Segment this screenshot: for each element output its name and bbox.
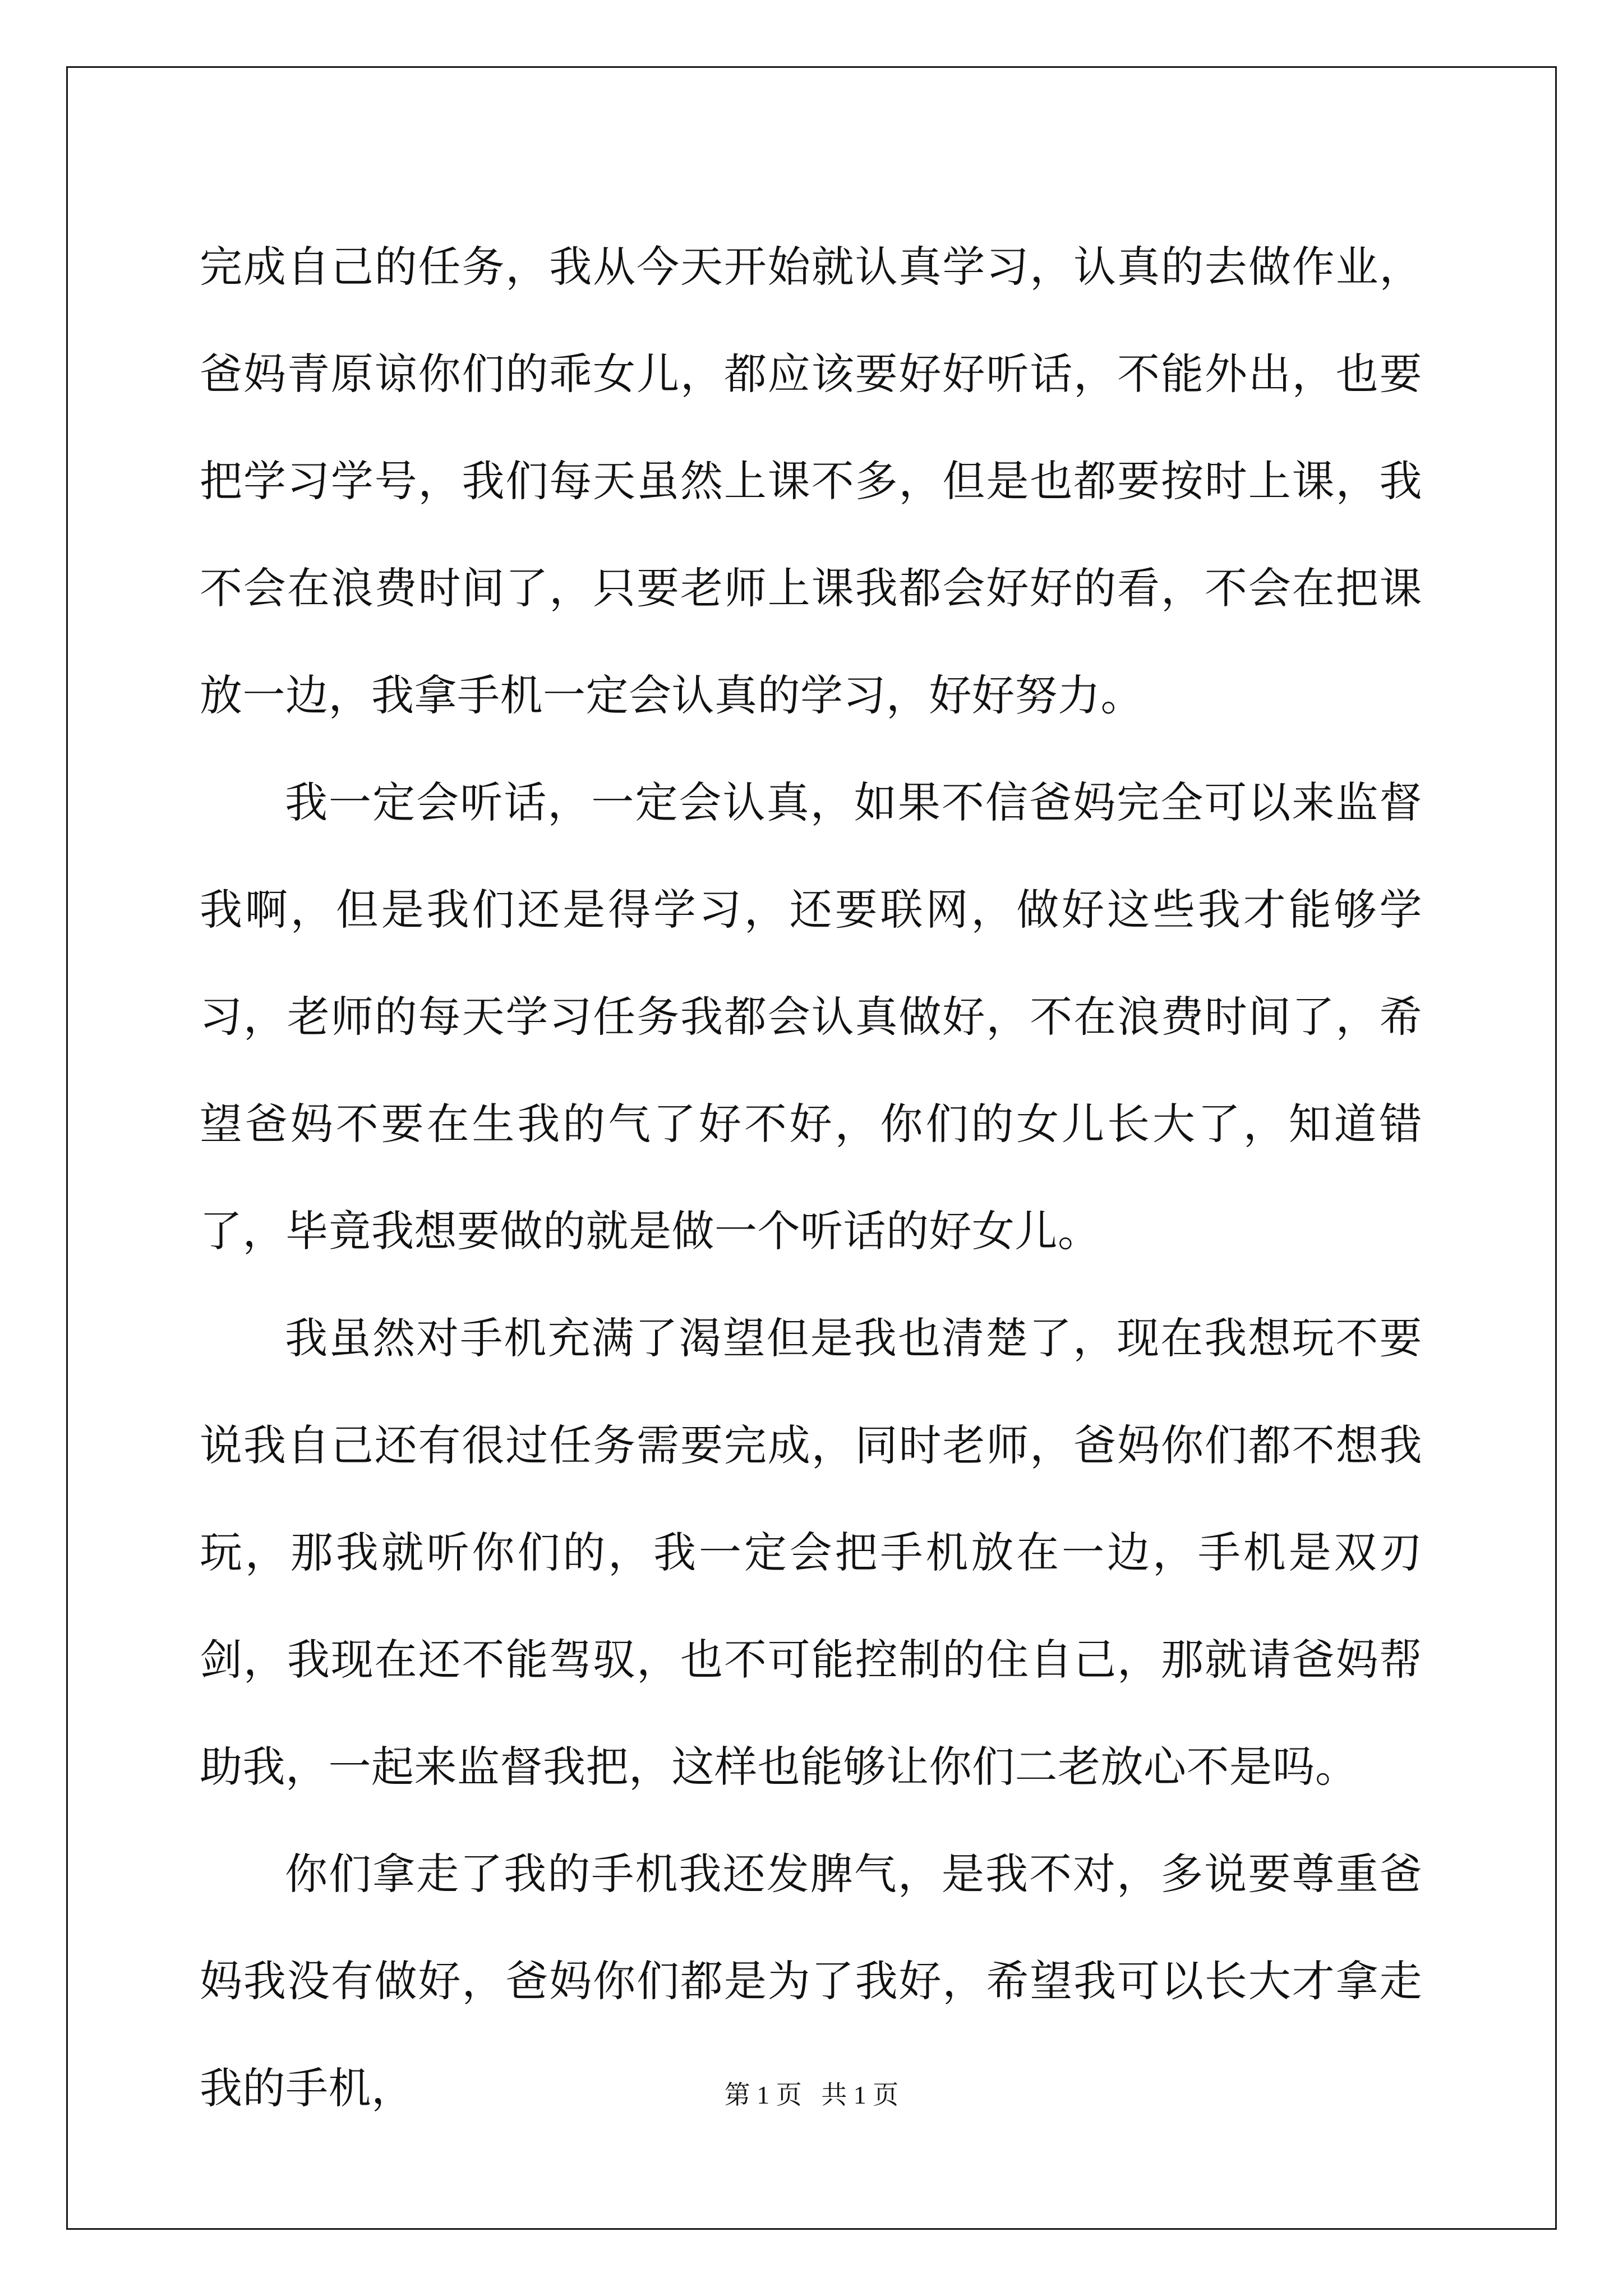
paragraph-1: 完成自己的任务，我从今天开始就认真学习，认真的去做作业，爸妈青原谅你们的乖女儿，都应该要好好听话，不能外出，也要把学习学号，我们每天虽然上课不多，但是也都要按时上课，我不会在浪费时间了，只要老师上课我都会好好的看，不会在把课放一边，我拿手机一定会认真的学习，好好努力。 [200, 242, 1422, 720]
page-footer: 第 1 页 共 1 页 [724, 2081, 899, 2109]
paragraph-2: 我一定会听话，一定会认真，如果不信爸妈完全可以来监督我啊，但是我们还是得学习，还要联网，做好这些我才能够学习，老师的每天学习任务我都会认真做好，不在浪费时间了，希望爸妈不要在生我的气了好不好，你们的女儿长大了，知道错了，毕竟我想要做的就是做一个听话的好女儿。 [200, 777, 1422, 1256]
document-body [200, 213, 1422, 2142]
paragraph-4: 你们拿走了我的手机我还发脾气，是我不对，多说要尊重爸妈我没有做好，爸妈你们都是为了我好，希望我可以长大才拿走我的手机， [200, 1849, 1422, 2113]
paragraph-3: 我虽然对手机充满了渴望但是我也清楚了，现在我想玩不要说我自己还有很过任务需要完成，同时老师，爸妈你们都不想我玩，那我就听你们的，我一定会把手机放在一边，手机是双刃剑，我现在还不能驾驭，也不可能控制的住自己，那就请爸妈帮助我，一起来监督我把，这样也能够让你们二老放心不是吗。 [200, 1313, 1422, 1792]
